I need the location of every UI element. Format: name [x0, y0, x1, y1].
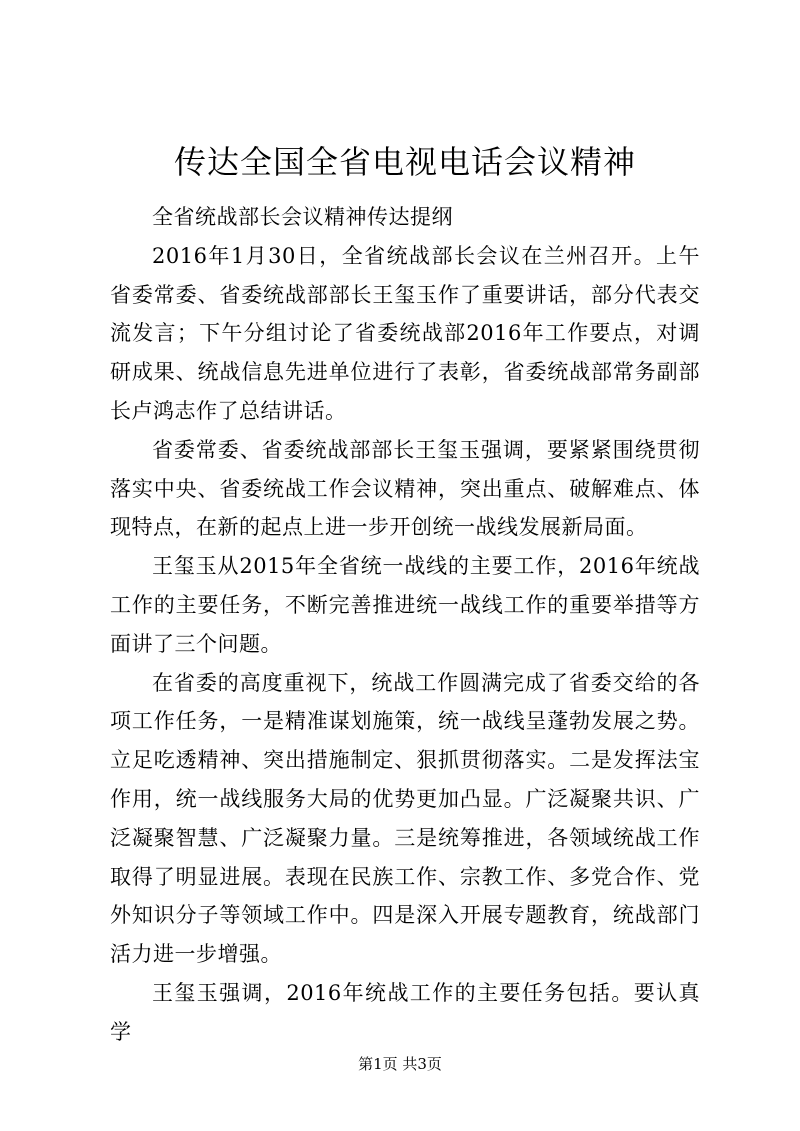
body-paragraph: 2016年1月30日，全省统战部长会议在兰州召开。上午省委常委、省委统战部部长王玺玉作了重要讲话，部分代表交流发言；下午分组讨论了省委统战部2016年工作要点，对调研成果、统战信息先进单位进行了表彰，省委统战部常务副部长卢鸿志作了总结讲话。 [110, 243, 700, 423]
body-paragraph: 王玺玉强调，2016年统战工作的主要任务包括。要认真学 [110, 980, 700, 1044]
body-paragraph: 省委常委、省委统战部部长王玺玉强调，要紧紧围绕贯彻落实中央、省委统战工作会议精神，突出重点、破解难点、体现特点，在新的起点上进一步开创统一战线发展新局面。 [110, 437, 700, 540]
body-paragraph: 在省委的高度重视下，统战工作圆满完成了省委交给的各项工作任务，一是精准谋划施策，统一战线呈蓬勃发展之势。立足吃透精神、突出措施制定、狠抓贯彻落实。二是发挥法宝作用，统一战线服务大局的优势更加凸显。广泛凝聚共识、广泛凝聚智慧、广泛凝聚力量。三是统筹推进，各领域统战工作取得了明显进展。表现在民族工作、宗教工作、多党合作、党外知识分子等领域工作中。四是深入开展专题教育，统战部门活力进一步增强。 [110, 670, 700, 967]
document-body [110, 140, 700, 1052]
subtitle-paragraph: 全省统战部长会议精神传达提纲 [152, 205, 453, 229]
document-title: 传达全国全省电视电话会议精神 [173, 143, 636, 181]
page-number-footer: 第1页 共3页 [358, 1055, 442, 1073]
body-paragraph: 王玺玉从2015年全省统一战线的主要工作，2016年统战工作的主要任务，不断完善推进统一战线工作的重要举措等方面讲了三个问题。 [110, 554, 700, 656]
